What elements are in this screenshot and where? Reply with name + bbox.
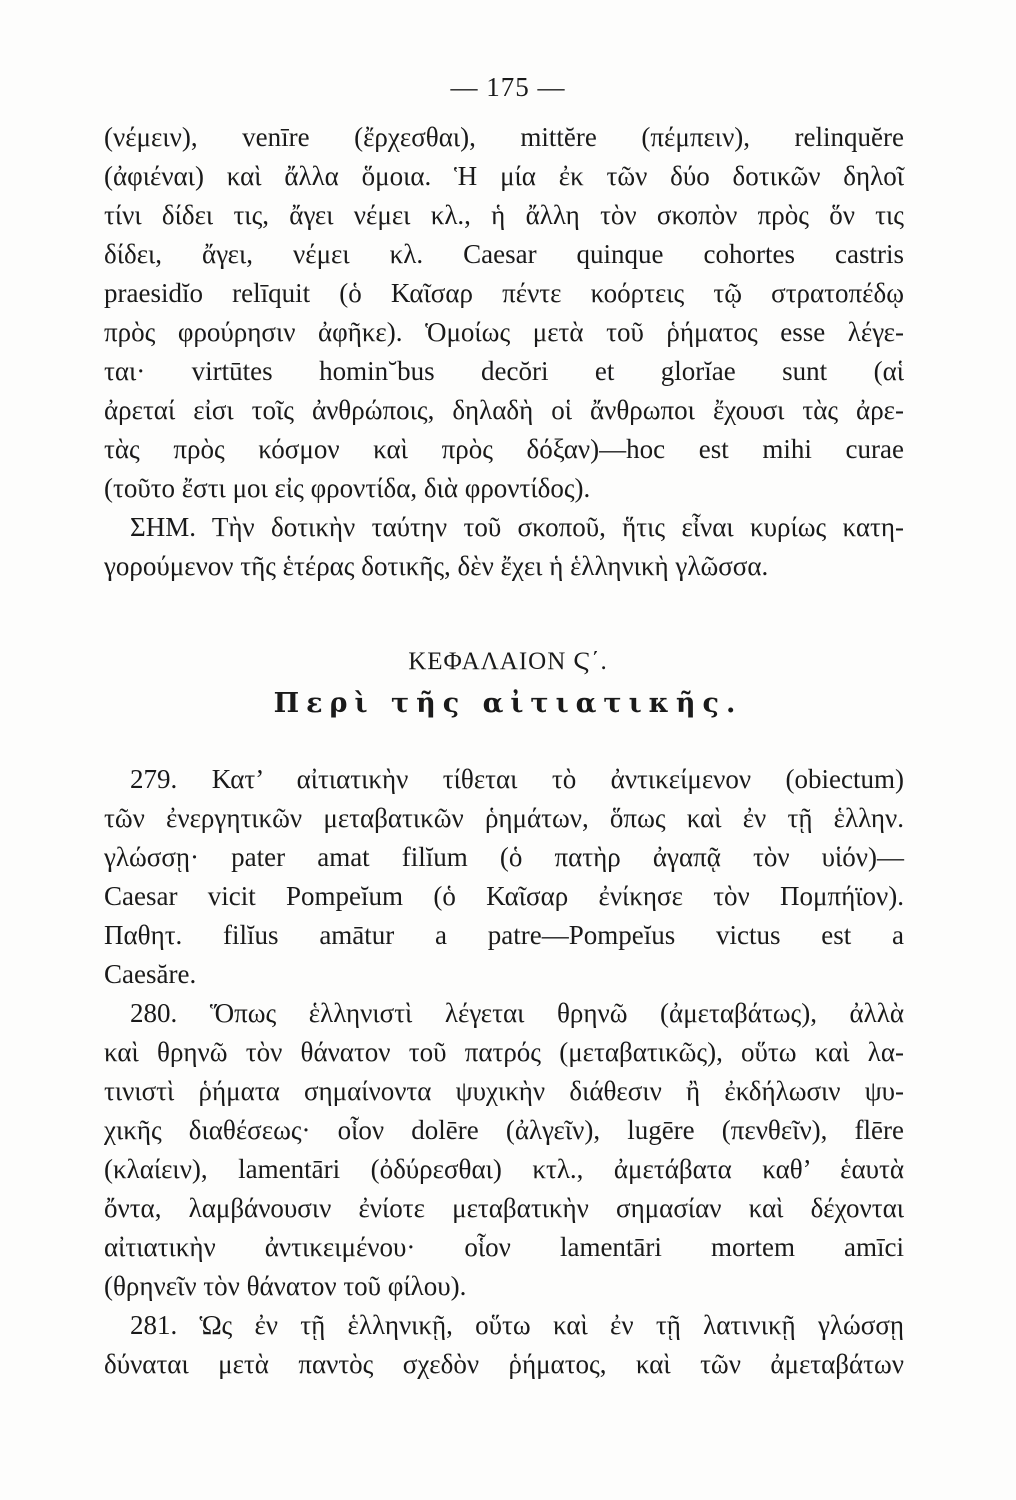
text-line: ται· virtūtes homin˘bus decŏri et glorĭae sunt (αἱ xyxy=(104,356,904,386)
text-line: δίδει, ἄγει, νέμει κλ. Caesar quinque cohortes castris xyxy=(104,239,904,269)
text-line: (θρηνεῖν τὸν θάνατον τοῦ φίλου). xyxy=(104,1271,467,1301)
text-line: ΣΗΜ. Τὴν δοτικὴν ταύτην τοῦ σκοποῦ, ἥτις εἶναι κυρίως κατη- xyxy=(130,512,904,542)
text-line: τινιστὶ ῥήματα σημαίνοντα ψυχικὴν διάθεσιν ἢ ἐκδήλωσιν ψυ- xyxy=(104,1076,904,1106)
text-line: 280. Ὅπως ἑλληνιστὶ λέγεται θρηνῶ (ἀμεταβάτως), ἀλλὰ xyxy=(130,998,904,1028)
text-line: τῶν ἐνεργητικῶν μεταβατικῶν ῥημάτων, ὅπως καὶ ἐν τῇ ἑλλην. xyxy=(104,803,904,833)
text-line: ὄντα, λαμβάνουσιν ἐνίοτε μεταβατικὴν σημασίαν καὶ δέχονται xyxy=(104,1193,904,1223)
text-line: καὶ θρηνῶ τὸν θάνατον τοῦ πατρός (μεταβατικῶς), οὕτω καὶ λα- xyxy=(104,1037,904,1067)
text-line: πρὸς φρούρησιν ἀφῆκε). Ὁμοίως μετὰ τοῦ ῥήματος esse λέγε- xyxy=(104,317,904,347)
text-line: (κλαίειν), lamentāri (ὀδύρεσθαι) κτλ., ἀμετάβατα καθ’ ἑαυτὰ xyxy=(104,1154,904,1184)
paragraph-block-bottom xyxy=(104,760,904,1384)
text-line: δύναται μετὰ παντὸς σχεδὸν ῥήματος, καὶ τῶν ἀμεταβάτων xyxy=(104,1349,904,1379)
chapter-title: ΚΕΦΑΛΑΙΟΝ Ϛ΄. xyxy=(408,648,608,675)
text-line: praesidĭo relīquit (ὁ Καῖσαρ πέντε κοόρτεις τῷ στρατοπέδῳ xyxy=(104,278,904,308)
text-line: Caesăre. xyxy=(104,959,197,989)
text-line: γορούμενον τῆς ἑτέρας δοτικῆς, δὲν ἔχει ἡ ἑλληνικὴ γλῶσσα. xyxy=(104,551,769,581)
text-line: 281. Ὡς ἐν τῇ ἑλληνικῇ, οὕτω καὶ ἐν τῇ λατινικῇ γλώσσῃ xyxy=(130,1310,904,1340)
paragraph-block-top xyxy=(104,118,904,586)
text-line: τίνι δίδει τις, ἄγει νέμει κλ., ἡ ἄλλη τὸν σκοπὸν πρὸς ὅν τις xyxy=(104,200,904,230)
text-line: (νέμειν), venīre (ἔρχεσθαι), mittĕre (πέμπειν), relinquĕre xyxy=(104,122,904,152)
text-line: (ἀφιέναι) καὶ ἄλλα ὅμοια. Ἡ μία ἐκ τῶν δύο δοτικῶν δηλοῖ xyxy=(104,161,904,191)
text-line: ἀρεταί εἰσι τοῖς ἀνθρώποις, δηλαδὴ οἱ ἄνθρωποι ἔχουσι τὰς ἀρε- xyxy=(104,395,904,425)
text-line: (τοῦτο ἔστι μοι εἰς φροντίδα, διὰ φροντίδος). xyxy=(104,473,591,503)
text-line: γλώσσῃ· pater amat filĭum (ὁ πατὴρ ἀγαπᾷ τὸν υἱόν)— xyxy=(104,842,904,872)
chapter-subtitle: Περὶ τῆς αἰτιατικῆς. xyxy=(273,688,743,719)
text-line: Caesar vicit Pompeĭum (ὁ Καῖσαρ ἐνίκησε τὸν Πομπήϊον). xyxy=(104,881,904,911)
text-line: χικῆς διαθέσεως· οἷον dolēre (ἀλγεῖν), lugēre (πενθεῖν), flēre xyxy=(104,1115,904,1145)
text-line: τὰς πρὸς κόσμον καὶ πρὸς δόξαν)—hoc est mihi curae xyxy=(104,434,904,464)
text-line: αἰτιατικὴν ἀντικειμένου· οἷον lamentāri mortem amīci xyxy=(104,1232,904,1262)
page-number: — 175 — xyxy=(450,72,566,102)
text-line: 279. Κατ’ αἰτιατικὴν τίθεται τὸ ἀντικείμενον (obiectum) xyxy=(130,764,904,794)
text-line: Παθητ. filĭus amātur a patre—Pompeĭus victus est a xyxy=(104,920,904,950)
